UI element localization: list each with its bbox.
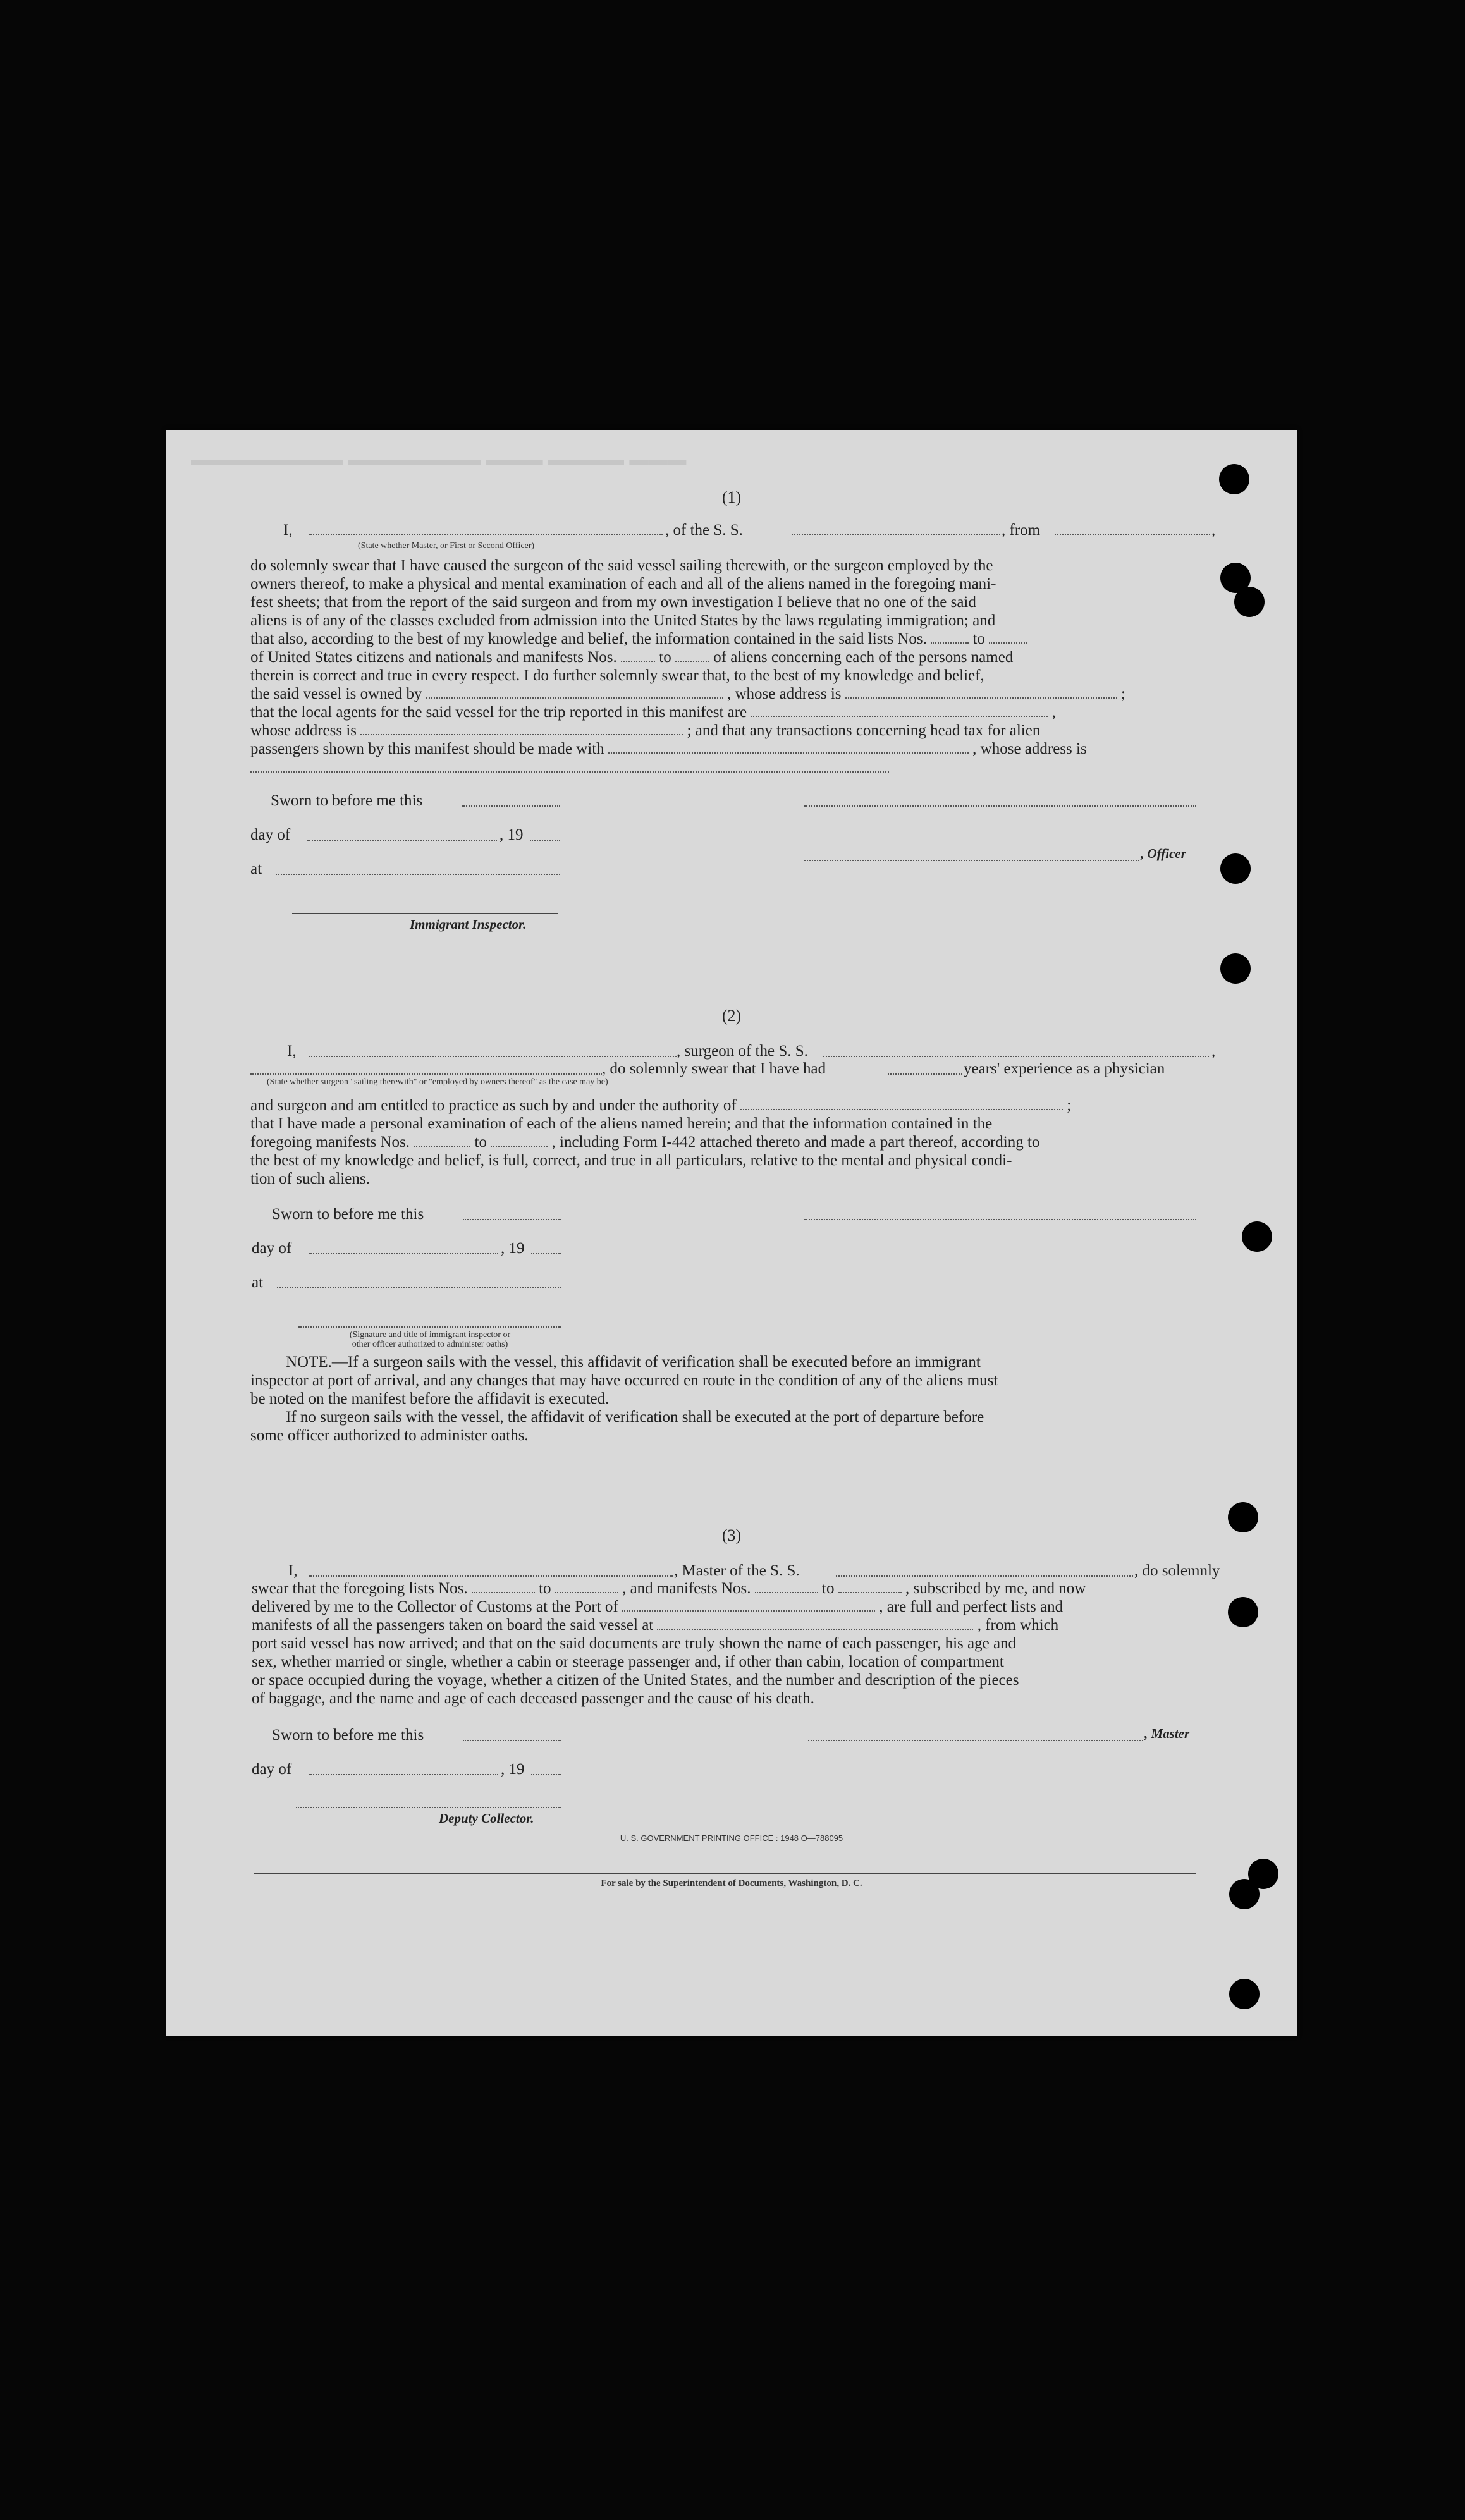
s3-year-field[interactable] xyxy=(531,1774,561,1775)
s1-body-line: aliens is of any of the classes excluded from admission into the United States by the laws regulating immigration; and xyxy=(250,612,996,629)
s3-manifests-to-field[interactable] xyxy=(838,1579,902,1593)
s1-text: to xyxy=(972,630,985,647)
s3-collector-sig-line[interactable] xyxy=(296,1807,561,1808)
s1-body-line: do solemnly swear that I have caused the surgeon of the said vessel sailing therewith, or the surgeon employed by the xyxy=(250,557,993,574)
section-2-number: (2) xyxy=(721,1006,742,1025)
bleed-through-header: ▬▬▬ ▬▬▬▬ ▬▬▬ ▬▬▬▬▬▬▬ ▬▬▬▬▬▬▬▬ xyxy=(191,449,687,470)
s1-day-field[interactable] xyxy=(307,840,497,841)
s3-master-of-ss: , Master of the S. S. xyxy=(674,1562,800,1579)
s2-text: —If a surgeon sails with the vessel, this affidavit of verification shall be executed before an immigrant xyxy=(331,1354,981,1371)
s3-body-line xyxy=(252,1579,1238,1598)
s1-agents-address-field[interactable] xyxy=(360,721,683,735)
s2-end-comma: , xyxy=(1211,1043,1216,1060)
s2-day-of: day of xyxy=(252,1240,292,1257)
s3-text: , and manifests Nos. xyxy=(622,1580,751,1597)
s2-text: , including Form I-442 attached thereto and made a part thereof, according to xyxy=(551,1134,1040,1151)
s3-nineteen: , 19 xyxy=(501,1761,525,1778)
s2-note-line: inspector at port of arrival, and any changes that may have occurred en route in the condition of any of the aliens must xyxy=(250,1372,998,1389)
s2-note-line: If no surgeon sails with the vessel, the affidavit of verification shall be executed at the port of departure before xyxy=(286,1409,984,1426)
s2-i: I, xyxy=(287,1043,297,1060)
s2-body-line xyxy=(250,1096,1237,1115)
s1-text: whose address is xyxy=(250,722,357,739)
s3-text: , subscribed by me, and now xyxy=(905,1580,1086,1597)
s1-officer-label: , Officer xyxy=(1141,846,1186,861)
footer-sale: For sale by the Superintendent of Documents, Washington, D. C. xyxy=(601,1878,862,1888)
form-sheet xyxy=(166,430,1297,2036)
punch-hole xyxy=(1229,1979,1260,2009)
s3-port-field[interactable] xyxy=(622,1598,875,1612)
s1-body-line: owners thereof, to make a physical and mental examination of each and all of the aliens named in the foregoing mani- xyxy=(250,575,996,592)
s2-note xyxy=(250,1353,1237,1445)
s2-sig-line[interactable] xyxy=(298,1326,561,1328)
s1-from-field[interactable] xyxy=(1055,534,1210,535)
s3-master-label: , Master xyxy=(1144,1726,1190,1741)
s2-vessel-field[interactable] xyxy=(823,1056,1209,1057)
s3-lists-to-field[interactable] xyxy=(555,1579,618,1593)
s1-text: to xyxy=(659,649,671,666)
s3-vessel-field[interactable] xyxy=(836,1575,1133,1577)
s2-manifests-from-field[interactable] xyxy=(414,1133,470,1147)
s1-agents-field[interactable] xyxy=(751,703,1048,717)
gpo-imprint: U. S. GOVERNMENT PRINTING OFFICE : 1948 O—788095 xyxy=(620,1833,843,1843)
s2-body-line xyxy=(250,1133,1237,1151)
s1-body-line xyxy=(250,685,1237,703)
s1-rank-field[interactable] xyxy=(309,534,663,535)
s2-text: to xyxy=(474,1134,487,1151)
s1-text: , whose address is xyxy=(972,740,1087,757)
s2-sig-caption xyxy=(302,1330,558,1349)
s1-body-line xyxy=(250,721,1237,740)
s2-sworn-field[interactable] xyxy=(463,1219,561,1220)
s2-swear: , do solemnly swear that I have had xyxy=(602,1060,826,1077)
s2-body-line: the best of my knowledge and belief, is full, correct, and true in all particulars, relative to the mental and physical condi- xyxy=(250,1152,1012,1169)
s1-from: , from xyxy=(1002,522,1041,539)
s3-sworn-field[interactable] xyxy=(463,1740,561,1741)
s1-vessel-field[interactable] xyxy=(792,534,1000,535)
s3-sworn: Sworn to before me this xyxy=(272,1727,424,1744)
s1-inspector-label: Immigrant Inspector. xyxy=(410,917,527,932)
punch-hole xyxy=(1242,1221,1272,1252)
s1-headtax-address-field[interactable] xyxy=(250,771,889,773)
s2-note-line xyxy=(250,1353,1237,1371)
s1-body xyxy=(250,556,1237,758)
s1-text: that the local agents for the said vessel for the trip reported in this manifest are xyxy=(250,704,747,721)
s3-deputy-label: Deputy Collector. xyxy=(439,1811,534,1826)
s3-body-line xyxy=(252,1598,1238,1616)
section-1-number: (1) xyxy=(721,488,742,506)
s2-body-line: that I have made a personal examination of each of the aliens named herein; and that the information contained in the xyxy=(250,1115,993,1132)
s1-manifests-to-field[interactable] xyxy=(675,648,709,662)
s2-year-field[interactable] xyxy=(531,1253,561,1254)
s3-body-line: of baggage, and the name and age of each deceased passenger and the cause of his death. xyxy=(252,1690,814,1707)
s1-text: ; xyxy=(1121,685,1125,702)
s2-body-line: tion of such aliens. xyxy=(250,1170,370,1187)
s1-end-comma: , xyxy=(1211,522,1216,539)
s1-owner-address-field[interactable] xyxy=(845,685,1117,699)
s3-text: delivered by me to the Collector of Customs at the Port of xyxy=(252,1598,618,1615)
s1-at: at xyxy=(250,860,262,878)
s3-body-line: port said vessel has now arrived; and that on the said documents are truly shown the name of each passenger, his age and xyxy=(252,1635,1017,1652)
s1-body-line xyxy=(250,630,1237,648)
s3-text: manifests of all the passengers taken on board the said vessel at xyxy=(252,1617,654,1634)
s2-note-line: some officer authorized to administer oaths. xyxy=(250,1427,529,1444)
s1-inspector-sig-line[interactable] xyxy=(292,913,558,914)
s1-body-line xyxy=(250,648,1237,666)
s1-day-of: day of xyxy=(250,826,291,843)
s3-body-line xyxy=(252,1616,1238,1634)
s1-of-ss: , of the S. S. xyxy=(665,522,743,539)
s2-name-field[interactable] xyxy=(309,1056,677,1057)
s1-nineteen: , 19 xyxy=(500,826,524,843)
s1-sworn-field[interactable] xyxy=(462,805,560,807)
s1-text: , whose address is xyxy=(726,685,842,702)
s1-officer-field[interactable] xyxy=(804,860,1139,861)
punch-hole xyxy=(1220,853,1251,884)
s1-lists-from-field[interactable] xyxy=(931,630,969,644)
s1-text: ; and that any transactions concerning head tax for alien xyxy=(687,722,1041,739)
s3-body-line: sex, whether married or single, whether a cabin or steerage passenger and, if other than cabin, location of compartment xyxy=(252,1653,1004,1670)
s2-at: at xyxy=(252,1274,264,1291)
s2-manifests-to-field[interactable] xyxy=(491,1133,548,1147)
punch-hole xyxy=(1234,587,1265,617)
s1-manifests-from-field[interactable] xyxy=(621,648,655,662)
punch-hole xyxy=(1220,953,1251,984)
s2-sig-caption-line: (Signature and title of immigrant inspector or xyxy=(349,1330,511,1340)
s2-at-field[interactable] xyxy=(277,1287,561,1288)
s3-day-of: day of xyxy=(252,1761,292,1778)
s3-text: swear that the foregoing lists Nos. xyxy=(252,1580,468,1597)
s1-text: , xyxy=(1051,704,1056,721)
s1-text: that also, according to the best of my knowledge and belief, the information contained in the said lists Nos. xyxy=(250,630,927,647)
s2-text: ; xyxy=(1067,1097,1072,1114)
s3-text: to xyxy=(539,1580,551,1597)
s2-status-field[interactable] xyxy=(250,1073,602,1075)
s3-lists-from-field[interactable] xyxy=(472,1579,535,1593)
s2-surgeon-of-ss: , surgeon of the S. S. xyxy=(677,1043,808,1060)
s3-do-solemnly: , do solemnly xyxy=(1134,1562,1220,1579)
s1-i: I, xyxy=(283,522,293,539)
s1-sworn: Sworn to before me this xyxy=(271,792,423,809)
s1-text: of United States citizens and nationals and manifests Nos. xyxy=(250,649,617,666)
s2-authority-field[interactable] xyxy=(740,1096,1063,1110)
s3-master-field[interactable] xyxy=(808,1740,1143,1741)
s2-body xyxy=(250,1096,1237,1188)
s1-body-line xyxy=(250,740,1237,758)
section-3-number: (3) xyxy=(721,1526,742,1544)
s2-text: foregoing manifests Nos. xyxy=(250,1134,410,1151)
s2-nineteen: , 19 xyxy=(501,1240,525,1257)
s1-body-line: therein is correct and true in every respect. I do further solemnly swear that, to the best of my knowledge and belief, xyxy=(250,667,984,684)
s2-sworn: Sworn to before me this xyxy=(272,1206,424,1223)
s1-body-line: fest sheets; that from the report of the said surgeon and from my own investigation I believe that no one of the said xyxy=(250,594,976,611)
s1-owner-field[interactable] xyxy=(426,685,723,699)
s2-note-label: NOTE. xyxy=(286,1354,332,1371)
footer-rule xyxy=(254,1873,1196,1874)
s1-caption: (State whether Master, or First or Second Officer) xyxy=(358,541,535,551)
s2-day-field[interactable] xyxy=(309,1253,498,1254)
s2-years: years' experience as a physician xyxy=(964,1060,1165,1077)
s3-manifests-from-field[interactable] xyxy=(755,1579,818,1593)
s2-note-line: be noted on the manifest before the affidavit is executed. xyxy=(250,1390,610,1407)
s3-name-field[interactable] xyxy=(309,1575,673,1577)
s1-year-field[interactable] xyxy=(530,840,560,841)
s3-body-line: or space occupied during the voyage, whether a citizen of the United States, and the number and description of the pieces xyxy=(252,1672,1019,1689)
s1-signature-field[interactable] xyxy=(804,805,1196,807)
s1-text: the said vessel is owned by xyxy=(250,685,422,702)
s3-text: , from which xyxy=(977,1617,1059,1634)
s3-text: , are full and perfect lists and xyxy=(879,1598,1064,1615)
s1-headtax-field[interactable] xyxy=(608,740,969,754)
s2-caption: (State whether surgeon "sailing therewith" or "employed by owners thereof" as the case may be) xyxy=(267,1077,608,1087)
s3-departure-port-field[interactable] xyxy=(657,1616,973,1630)
s3-i: I, xyxy=(288,1562,298,1579)
s1-at-field[interactable] xyxy=(276,874,560,875)
s1-text: of aliens concerning each of the persons named xyxy=(713,649,1014,666)
s1-lists-to-field[interactable] xyxy=(989,630,1027,644)
s3-text: to xyxy=(822,1580,835,1597)
s3-day-field[interactable] xyxy=(309,1774,498,1775)
s2-years-field[interactable] xyxy=(888,1073,962,1075)
s1-body-line xyxy=(250,703,1237,721)
s3-body xyxy=(252,1579,1238,1708)
s2-text: and surgeon and am entitled to practice as such by and under the authority of xyxy=(250,1097,737,1114)
s1-text: passengers shown by this manifest should be made with xyxy=(250,740,604,757)
s2-signature-field[interactable] xyxy=(804,1219,1196,1220)
s2-sig-caption-line: other officer authorized to administer oaths) xyxy=(352,1340,508,1349)
